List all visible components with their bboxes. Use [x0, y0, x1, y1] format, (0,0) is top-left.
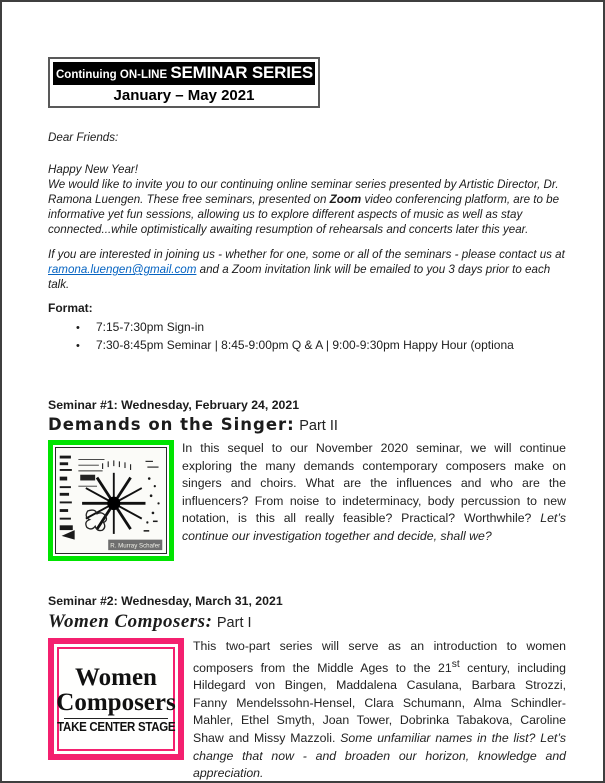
seminar1-heading: Seminar #1: Wednesday, February 24, 2021	[48, 398, 300, 412]
banner-date-range: January – May 2021	[113, 87, 255, 104]
seminar2-body-text-cont: century, including Hildegard von Bingen, Maddalena Casulana, Barbara Strozzi, Fanny Mendelssohn-Hensel, Clara Schumann, Alma Schindler-Mahler, Ethel Smyth, Joan Tower, Dobrinka Tabakova, Caroline Shaw and Missy Mazzoli.	[193, 660, 566, 746]
seminar1-image-frame	[48, 440, 174, 561]
seminar1-part-label: Part II	[299, 418, 338, 434]
logo-divider-rule	[64, 718, 169, 719]
seminar1-body-text: In this sequel to our November 2020 seminar, we will continue exploring the many demands contemporary composers make on singers and choirs. What are the influences and who are the influencers? From noise to indeterminacy, body percussion to new notation, is this all really feasible? Practical? Worthwhile?	[182, 441, 566, 526]
logo-tagline: TAKE CENTER STAGE	[56, 720, 176, 734]
seminar2-image-frame	[48, 638, 184, 760]
letter-paragraph-1	[48, 162, 566, 237]
seminar1-title-line	[48, 415, 566, 435]
letter-body	[48, 130, 566, 354]
score-center-dot	[107, 497, 120, 510]
seminar2-part-label: Part I	[216, 615, 252, 631]
contact-text: If you are interested in joining us - whether for one, some or all of the seminars - please contact us at	[48, 248, 565, 261]
graphic-score-image	[55, 447, 167, 554]
seminar1-title: Demands on the Singer:	[48, 415, 295, 434]
seminar1-description	[182, 440, 566, 546]
seminar1-row	[48, 440, 566, 561]
women-composers-logo	[57, 647, 175, 751]
letter-greeting: Dear Friends:	[48, 131, 119, 144]
format-list	[48, 319, 566, 354]
happy-new-year: Happy New Year!	[48, 163, 139, 176]
zoom-word: Zoom	[329, 193, 362, 206]
seminar-series-banner	[48, 57, 320, 108]
invitation-text-cont: video conferencing platform, are to be informative yet fun sessions, allowing us to explore different aspects of music as well as stay connected...while optimistically awaiting resumption of rehearsals and concerts later this year.	[48, 193, 560, 236]
banner-main-title: SEMINAR SERIES	[170, 63, 314, 82]
seminar2-description	[193, 638, 566, 783]
letter-paragraph-2	[48, 247, 566, 292]
format-label: Format:	[48, 301, 93, 315]
seminar2-row	[48, 638, 566, 783]
logo-word-women: Women	[75, 664, 157, 691]
logo-word-composers: Composers	[56, 689, 176, 716]
banner-prefix: Continuing ON-LINE	[56, 69, 171, 81]
page-content	[48, 57, 566, 783]
banner-title-bar	[53, 62, 315, 85]
seminar2-body-text: This two-part series will serve as an introduction to women composers from the Middle Ages to the 21	[193, 639, 566, 675]
seminar2-title: Women Composers:	[48, 611, 213, 632]
format-item-signin: • 7:15-7:30pm Sign-in	[76, 319, 566, 337]
ordinal-suffix: st	[451, 658, 460, 670]
score-caption: R. Murray Schafer	[110, 542, 161, 550]
seminar1-body-italic: Let’s continue our investigation together and decide, shall we?	[182, 511, 566, 543]
seminar2-body-italic: Some unfamiliar names in the list? Let’s change that now - and broaden our horizon, knowledge and appreciation.	[193, 731, 567, 781]
email-link[interactable]: ramona.luengen@gmail.com	[48, 263, 197, 276]
invitation-text: We would like to invite you to our continuing online seminar series presented by Artistic Director, Dr. Ramona Luengen. These free seminars, presented on	[48, 178, 559, 206]
seminar2-title-line	[48, 611, 566, 633]
format-item-schedule: • 7:30-8:45pm Seminar | 8:45-9:00pm Q & A | 9:00-9:30pm Happy Hour (optiona	[76, 337, 566, 355]
contact-text-cont: and a Zoom invitation link will be emailed to you 3 days prior to each talk.	[48, 263, 551, 291]
seminar2-heading: Seminar #2: Wednesday, March 31, 2021	[48, 594, 283, 608]
